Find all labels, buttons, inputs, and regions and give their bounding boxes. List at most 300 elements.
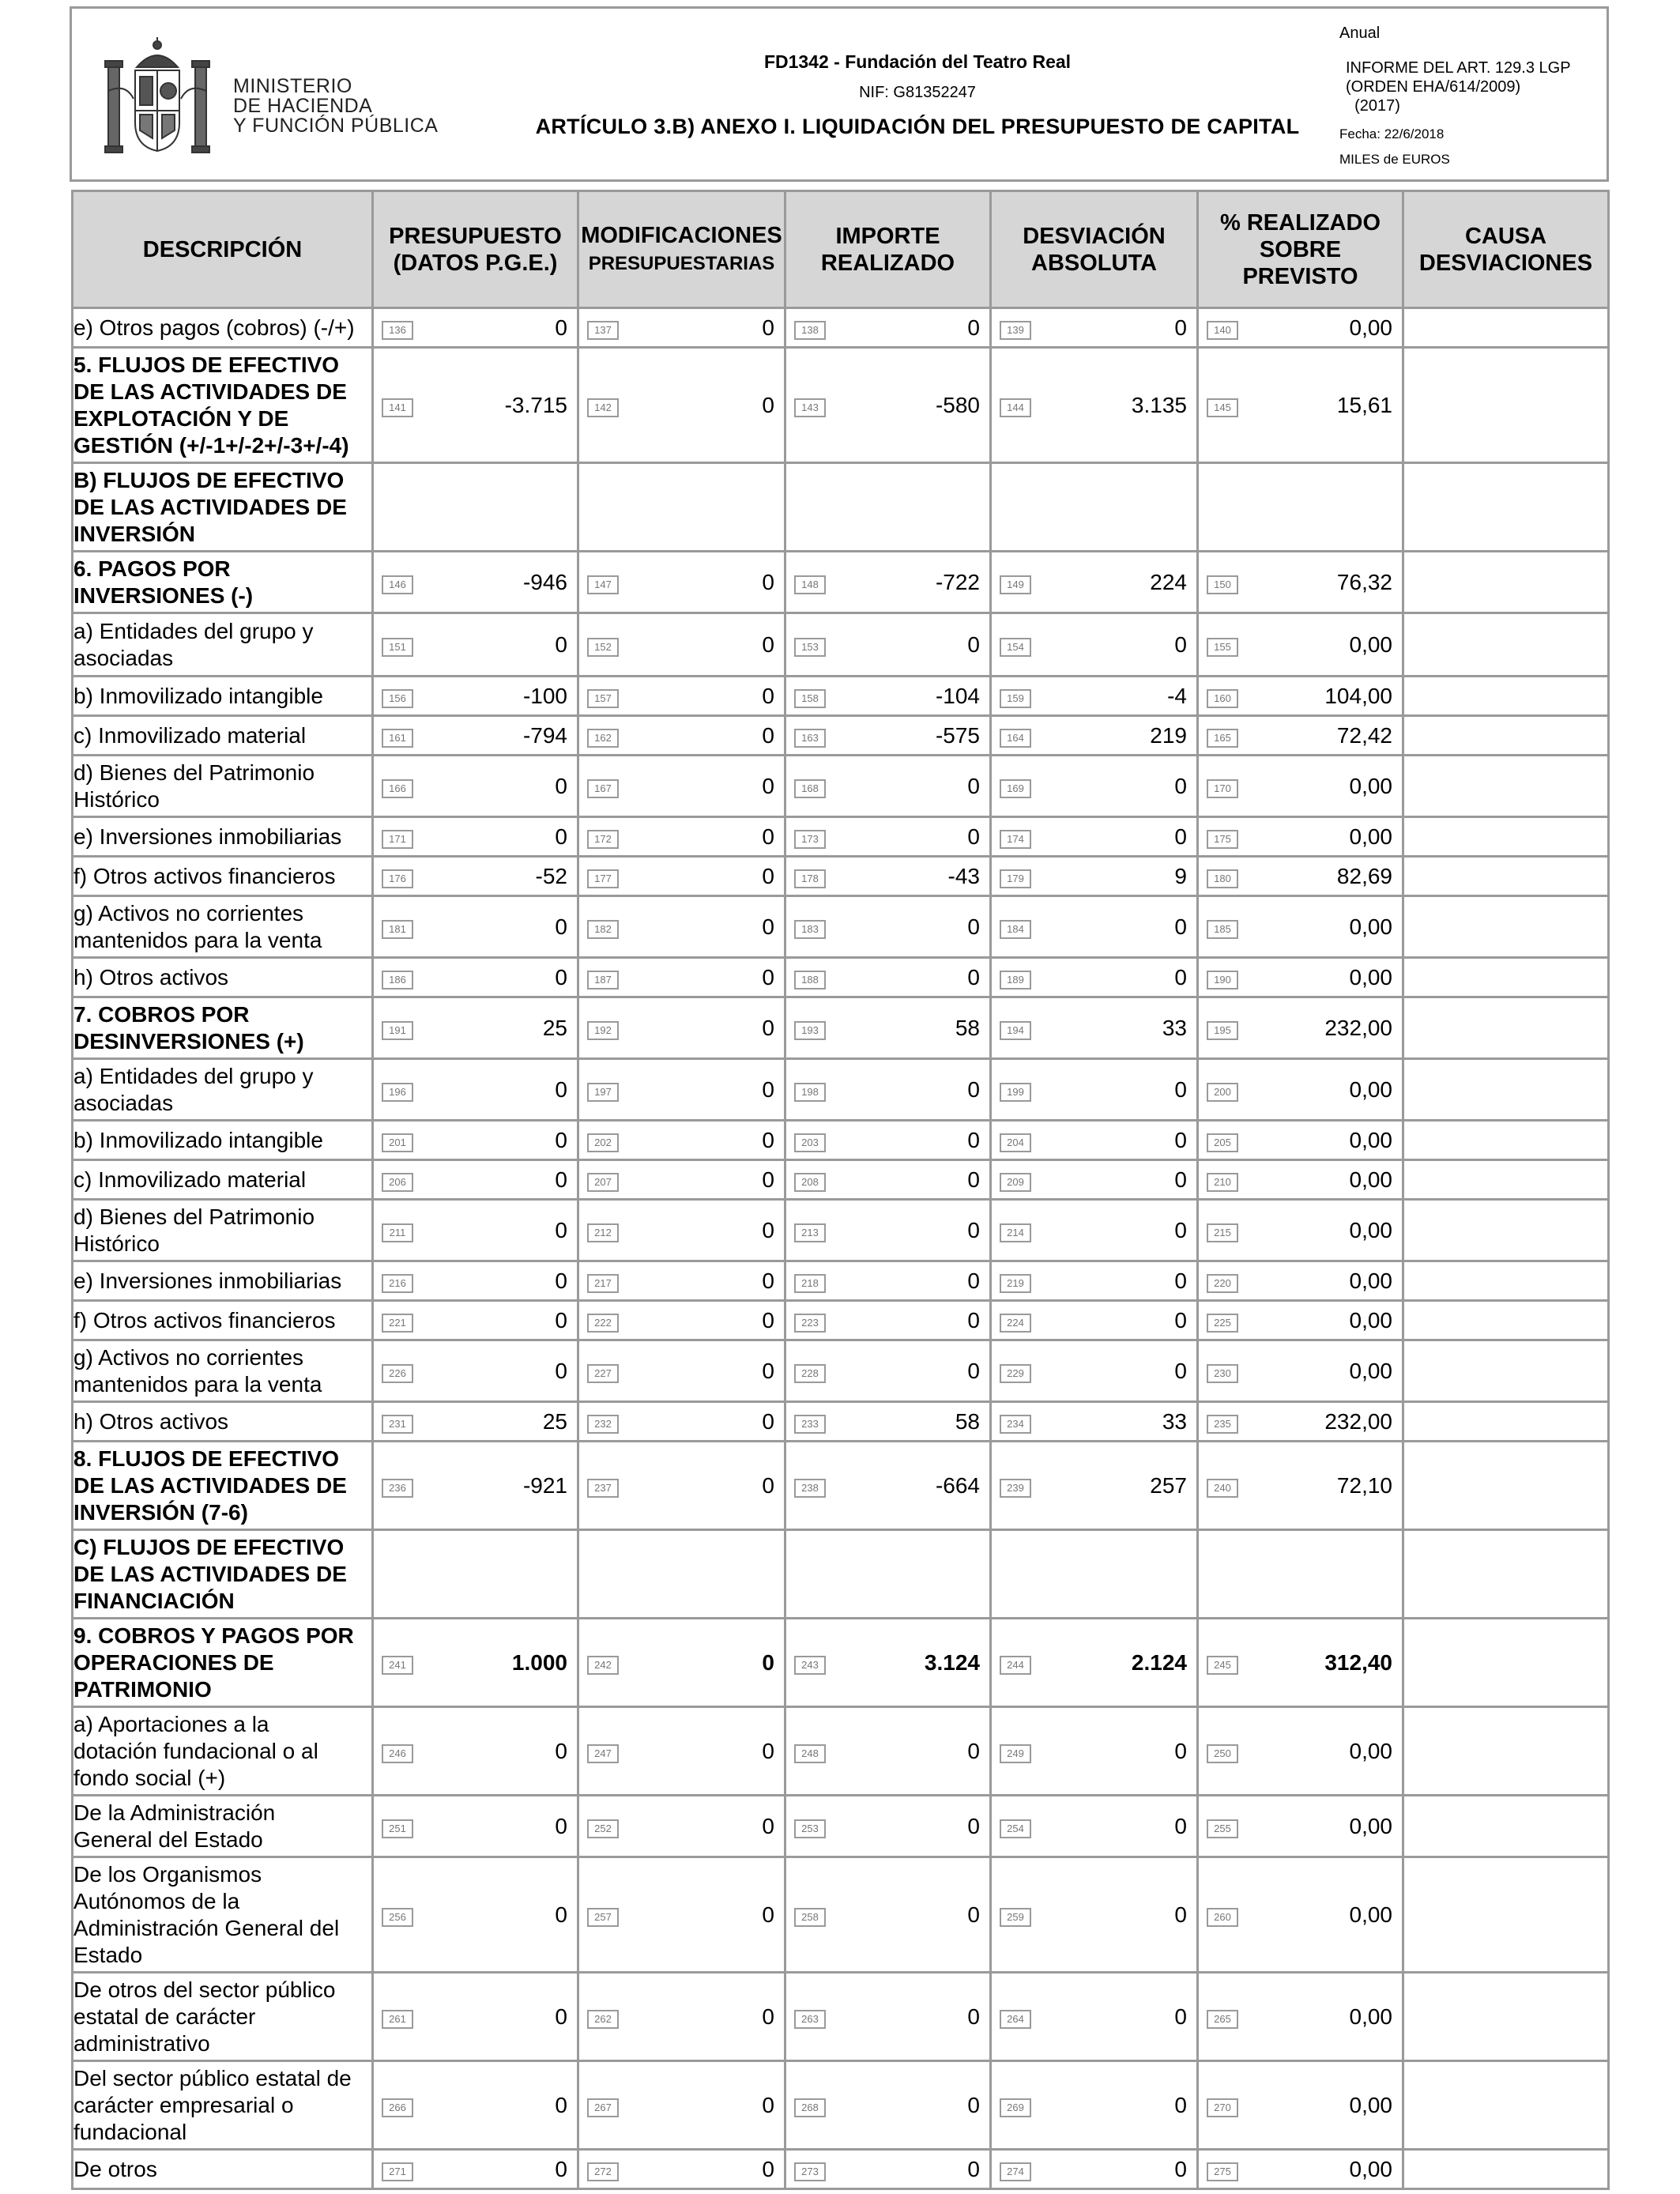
field-code-box: 260 xyxy=(1207,1908,1238,1927)
cell-modificaciones xyxy=(578,1619,785,1707)
cell-porcentaje xyxy=(1198,817,1403,857)
table-row xyxy=(73,1619,1609,1707)
field-code-box: 231 xyxy=(382,1415,413,1434)
field-code-box: 179 xyxy=(1000,869,1031,888)
field-code-box: 200 xyxy=(1207,1083,1238,1102)
field-value: 0,00 xyxy=(1349,1738,1392,1763)
field-code-box: 204 xyxy=(1000,1133,1031,1152)
field-code-box: 214 xyxy=(1000,1223,1031,1242)
field-value: 0 xyxy=(555,1307,567,1333)
field-code-box: 184 xyxy=(1000,920,1031,939)
field-code-box: 269 xyxy=(1000,2098,1031,2117)
field-code-box: 185 xyxy=(1207,920,1238,939)
table-body xyxy=(73,308,1609,2189)
field-code-box: 160 xyxy=(1207,689,1238,708)
field-code-box: 202 xyxy=(587,1133,619,1152)
field-code-box: 264 xyxy=(1000,2010,1031,2029)
table-row xyxy=(73,1160,1609,1200)
field-code-box: 273 xyxy=(794,2162,826,2181)
field-code-box: 212 xyxy=(587,1223,619,1242)
cell-desviacion xyxy=(991,308,1198,348)
field-value: 0 xyxy=(1174,2156,1187,2181)
field-code-box: 190 xyxy=(1207,971,1238,990)
row-description-line: f) Otros activos financieros xyxy=(73,1307,336,1333)
cell-causa xyxy=(1403,1121,1609,1160)
row-description-line: estatal de carácter xyxy=(73,2004,256,2029)
field-value: 0 xyxy=(967,315,980,340)
row-description xyxy=(73,857,373,896)
cell-porcentaje xyxy=(1198,756,1403,817)
table-row xyxy=(73,997,1609,1059)
cell-desviacion xyxy=(991,348,1198,463)
cell-porcentaje xyxy=(1198,1301,1403,1340)
field-code-box: 153 xyxy=(794,638,826,657)
field-code-box: 236 xyxy=(382,1479,413,1498)
cell-importe xyxy=(785,958,991,997)
cell-importe xyxy=(785,997,991,1059)
field-code-box: 162 xyxy=(587,729,619,748)
field-value: 0 xyxy=(555,1217,567,1242)
field-value: 25 xyxy=(542,1408,567,1434)
field-value: 0 xyxy=(762,1127,774,1152)
report-units: MILES de EUROS xyxy=(1339,152,1450,167)
row-description-line: g) Activos no corrientes xyxy=(73,1344,304,1370)
field-code-box: 142 xyxy=(587,398,619,417)
field-code-box: 164 xyxy=(1000,729,1031,748)
field-value: 0 xyxy=(967,1358,980,1383)
field-code-box: 147 xyxy=(587,575,619,594)
field-value: 0 xyxy=(967,964,980,990)
empty-cell xyxy=(991,463,1198,552)
report-date: Fecha: 22/6/2018 xyxy=(1339,126,1445,141)
field-value: 0 xyxy=(762,1472,774,1498)
table-row xyxy=(73,613,1609,677)
field-value: -52 xyxy=(535,863,567,888)
field-value: 0,00 xyxy=(1349,1307,1392,1333)
field-value: 33 xyxy=(1162,1408,1187,1434)
field-value: 0 xyxy=(555,824,567,849)
coat-of-arms-logo xyxy=(102,36,213,162)
table-row xyxy=(73,1402,1609,1442)
field-code-box: 227 xyxy=(587,1364,619,1383)
cell-importe xyxy=(785,613,991,677)
field-value: 0,00 xyxy=(1349,1217,1392,1242)
field-value: 0 xyxy=(1174,1167,1187,1192)
col-header-importe: IMPORTE REALIZADO xyxy=(785,191,991,308)
cell-presupuesto xyxy=(373,2150,578,2189)
cell-presupuesto xyxy=(373,1160,578,1200)
field-value: 0 xyxy=(762,683,774,708)
table-row xyxy=(73,463,1609,552)
field-code-box: 252 xyxy=(587,1819,619,1838)
field-value: 0 xyxy=(762,1408,774,1434)
field-value: 0 xyxy=(1174,1127,1187,1152)
cell-desviacion xyxy=(991,1301,1198,1340)
row-description-line: asociadas xyxy=(73,1090,174,1115)
field-code-box: 157 xyxy=(587,689,619,708)
row-description-line: INVERSIONES (-) xyxy=(73,582,254,608)
row-description-line: FINANCIACIÓN xyxy=(73,1588,235,1613)
field-value: 0 xyxy=(762,1217,774,1242)
cell-importe xyxy=(785,1340,991,1402)
row-description-line: Administración General del xyxy=(73,1915,340,1940)
field-code-box: 217 xyxy=(587,1274,619,1293)
field-value: 0 xyxy=(762,569,774,594)
table-row xyxy=(73,348,1609,463)
field-value: 0 xyxy=(555,1076,567,1102)
field-code-box: 148 xyxy=(794,575,826,594)
cell-modificaciones xyxy=(578,1857,785,1973)
table-row xyxy=(73,1796,1609,1857)
empty-cell xyxy=(373,463,578,552)
table-row xyxy=(73,1261,1609,1301)
row-description xyxy=(73,1261,373,1301)
table-row xyxy=(73,1301,1609,1340)
col-header-modificaciones: MODIFICACIONES PRESUPUESTARIAS xyxy=(578,191,785,308)
row-description xyxy=(73,463,373,552)
field-code-box: 198 xyxy=(794,1083,826,1102)
cell-presupuesto xyxy=(373,348,578,463)
field-value: 0 xyxy=(762,1649,774,1675)
cell-modificaciones xyxy=(578,308,785,348)
cell-importe xyxy=(785,817,991,857)
field-code-box: 240 xyxy=(1207,1479,1238,1498)
field-code-box: 230 xyxy=(1207,1364,1238,1383)
cell-desviacion xyxy=(991,756,1198,817)
cell-porcentaje xyxy=(1198,308,1403,348)
field-code-box: 265 xyxy=(1207,2010,1238,2029)
field-value: 0 xyxy=(762,1902,774,1927)
field-value: 0 xyxy=(1174,1358,1187,1383)
cell-presupuesto xyxy=(373,756,578,817)
field-code-box: 262 xyxy=(587,2010,619,2029)
table-row xyxy=(73,677,1609,716)
cell-porcentaje xyxy=(1198,613,1403,677)
field-code-box: 271 xyxy=(382,2162,413,2181)
cell-modificaciones xyxy=(578,1707,785,1796)
cell-porcentaje xyxy=(1198,2061,1403,2150)
field-value: 0 xyxy=(762,773,774,798)
table-row xyxy=(73,1707,1609,1796)
field-code-box: 174 xyxy=(1000,830,1031,849)
row-description-line: 6. PAGOS POR xyxy=(73,556,231,581)
field-code-box: 239 xyxy=(1000,1479,1031,1498)
cell-desviacion xyxy=(991,896,1198,958)
report-header xyxy=(70,6,1609,182)
field-value: 0,00 xyxy=(1349,1902,1392,1927)
field-code-box: 196 xyxy=(382,1083,413,1102)
cell-porcentaje xyxy=(1198,716,1403,756)
field-value: 232,00 xyxy=(1324,1408,1392,1434)
field-code-box: 166 xyxy=(382,779,413,798)
table-row xyxy=(73,1973,1609,2061)
field-value: 0 xyxy=(967,1738,980,1763)
field-code-box: 194 xyxy=(1000,1021,1031,1040)
field-value: -575 xyxy=(935,722,980,748)
field-value: 0 xyxy=(967,914,980,939)
field-code-box: 180 xyxy=(1207,869,1238,888)
field-value: 82,69 xyxy=(1336,863,1392,888)
row-description-line: mantenidos para la venta xyxy=(73,1371,322,1397)
field-code-box: 145 xyxy=(1207,398,1238,417)
row-description-line: De otros del sector público xyxy=(73,1977,336,2002)
row-description xyxy=(73,1973,373,2061)
cell-desviacion xyxy=(991,552,1198,613)
field-value: 0 xyxy=(1174,824,1187,849)
cell-modificaciones xyxy=(578,1796,785,1857)
field-code-box: 242 xyxy=(587,1656,619,1675)
field-code-box: 141 xyxy=(382,398,413,417)
field-code-box: 175 xyxy=(1207,830,1238,849)
field-code-box: 197 xyxy=(587,1083,619,1102)
field-code-box: 272 xyxy=(587,2162,619,2181)
field-code-box: 176 xyxy=(382,869,413,888)
row-description-line: Histórico xyxy=(73,1231,160,1256)
row-description-line: e) Otros pagos (cobros) (-/+) xyxy=(73,315,355,340)
empty-cell xyxy=(785,1530,991,1619)
row-description-line: OPERACIONES DE xyxy=(73,1649,274,1675)
field-code-box: 172 xyxy=(587,830,619,849)
col-header-causa: CAUSA DESVIACIONES xyxy=(1403,191,1609,308)
field-value: 0 xyxy=(967,1268,980,1293)
field-code-box: 167 xyxy=(587,779,619,798)
cell-porcentaje xyxy=(1198,896,1403,958)
entity-nif: NIF: G81352247 xyxy=(859,84,976,101)
row-description-line: asociadas xyxy=(73,645,174,670)
field-value: 0 xyxy=(1174,315,1187,340)
cell-presupuesto xyxy=(373,1121,578,1160)
cell-importe xyxy=(785,1857,991,1973)
field-code-box: 193 xyxy=(794,1021,826,1040)
row-description xyxy=(73,1301,373,1340)
field-code-box: 275 xyxy=(1207,2162,1238,2181)
table-row xyxy=(73,716,1609,756)
field-value: 15,61 xyxy=(1336,392,1392,417)
row-description xyxy=(73,1059,373,1121)
report-period: Anual xyxy=(1339,25,1381,42)
field-code-box: 155 xyxy=(1207,638,1238,657)
field-value: 0 xyxy=(555,315,567,340)
cell-causa xyxy=(1403,1707,1609,1796)
cell-modificaciones xyxy=(578,997,785,1059)
field-code-box: 158 xyxy=(794,689,826,708)
row-description-line: C) FLUJOS DE EFECTIVO xyxy=(73,1534,345,1559)
row-description-line: dotación fundacional o al xyxy=(73,1738,318,1763)
row-description-line: c) Inmovilizado material xyxy=(73,722,307,748)
row-description xyxy=(73,1160,373,1200)
field-value: 0 xyxy=(555,773,567,798)
field-code-box: 225 xyxy=(1207,1314,1238,1333)
cell-porcentaje xyxy=(1198,1340,1403,1402)
field-code-box: 218 xyxy=(794,1274,826,1293)
field-value: 0 xyxy=(555,2092,567,2117)
cell-causa xyxy=(1403,1530,1609,1619)
report-info-block xyxy=(1339,25,1608,168)
cell-causa xyxy=(1403,2150,1609,2189)
field-value: -3.715 xyxy=(504,392,567,417)
col-header-presupuesto: PRESUPUESTO (DATOS P.G.E.) xyxy=(373,191,578,308)
field-value: 0 xyxy=(967,631,980,657)
field-code-box: 216 xyxy=(382,1274,413,1293)
cell-causa xyxy=(1403,958,1609,997)
cell-porcentaje xyxy=(1198,2150,1403,2189)
field-code-box: 251 xyxy=(382,1819,413,1838)
field-value: 0,00 xyxy=(1349,914,1392,939)
row-description-line: h) Otros activos xyxy=(73,1408,229,1434)
field-value: 0 xyxy=(762,722,774,748)
cell-modificaciones xyxy=(578,1121,785,1160)
field-code-box: 140 xyxy=(1207,321,1238,340)
field-value: 0 xyxy=(555,2004,567,2029)
cell-causa xyxy=(1403,677,1609,716)
row-description-line: fundacional xyxy=(73,2119,187,2144)
row-description xyxy=(73,1200,373,1261)
cell-causa xyxy=(1403,308,1609,348)
field-code-box: 220 xyxy=(1207,1274,1238,1293)
cell-causa xyxy=(1403,857,1609,896)
field-value: 0 xyxy=(1174,1076,1187,1102)
cell-causa xyxy=(1403,1261,1609,1301)
empty-cell xyxy=(1198,1530,1403,1619)
cell-modificaciones xyxy=(578,2061,785,2150)
field-value: 0 xyxy=(762,1307,774,1333)
field-code-box: 150 xyxy=(1207,575,1238,594)
field-value: 2.124 xyxy=(1131,1649,1187,1675)
cell-modificaciones xyxy=(578,1200,785,1261)
field-code-box: 161 xyxy=(382,729,413,748)
field-value: 0 xyxy=(555,1358,567,1383)
field-value: -722 xyxy=(935,569,980,594)
cell-importe xyxy=(785,716,991,756)
field-value: 0,00 xyxy=(1349,964,1392,990)
field-code-box: 234 xyxy=(1000,1415,1031,1434)
row-description xyxy=(73,1857,373,1973)
field-code-box: 250 xyxy=(1207,1744,1238,1763)
field-value: 58 xyxy=(955,1015,980,1040)
row-description-line: INVERSIÓN (7-6) xyxy=(73,1499,248,1525)
field-code-box: 254 xyxy=(1000,1819,1031,1838)
cell-desviacion xyxy=(991,1707,1198,1796)
cell-desviacion xyxy=(991,1200,1198,1261)
cell-modificaciones xyxy=(578,677,785,716)
field-code-box: 152 xyxy=(587,638,619,657)
field-code-box: 189 xyxy=(1000,971,1031,990)
row-description-line: Estado xyxy=(73,1942,143,1967)
cell-modificaciones xyxy=(578,857,785,896)
field-value: 0 xyxy=(762,315,774,340)
table-row xyxy=(73,1530,1609,1619)
cell-causa xyxy=(1403,1796,1609,1857)
cell-importe xyxy=(785,1261,991,1301)
field-value: 0 xyxy=(762,1268,774,1293)
row-description-line: 7. COBROS POR xyxy=(73,1001,250,1027)
cell-importe xyxy=(785,308,991,348)
field-value: 0 xyxy=(1174,631,1187,657)
field-code-box: 243 xyxy=(794,1656,826,1675)
row-description-line: b) Inmovilizado intangible xyxy=(73,1127,323,1152)
field-value: 224 xyxy=(1150,569,1187,594)
cell-presupuesto xyxy=(373,958,578,997)
cell-modificaciones xyxy=(578,1402,785,1442)
field-value: 232,00 xyxy=(1324,1015,1392,1040)
report-title-block xyxy=(483,51,1352,139)
field-value: 0 xyxy=(555,631,567,657)
cell-causa xyxy=(1403,2061,1609,2150)
field-code-box: 203 xyxy=(794,1133,826,1152)
row-description xyxy=(73,1442,373,1530)
field-value: 0 xyxy=(762,863,774,888)
field-value: 0 xyxy=(555,2156,567,2181)
cell-porcentaje xyxy=(1198,552,1403,613)
table-row xyxy=(73,1059,1609,1121)
field-value: 0,00 xyxy=(1349,1076,1392,1102)
row-description-line: Histórico xyxy=(73,786,160,812)
cell-causa xyxy=(1403,716,1609,756)
cell-causa xyxy=(1403,552,1609,613)
field-value: 0 xyxy=(1174,2004,1187,2029)
row-description-line: B) FLUJOS DE EFECTIVO xyxy=(73,467,345,492)
field-code-box: 228 xyxy=(794,1364,826,1383)
capital-budget-table xyxy=(71,190,1610,2190)
field-code-box: 143 xyxy=(794,398,826,417)
row-description-line: 9. COBROS Y PAGOS POR xyxy=(73,1623,354,1648)
field-code-box: 163 xyxy=(794,729,826,748)
cell-porcentaje xyxy=(1198,1707,1403,1796)
cell-porcentaje xyxy=(1198,1200,1403,1261)
field-value: 0,00 xyxy=(1349,773,1392,798)
field-code-box: 266 xyxy=(382,2098,413,2117)
cell-presupuesto xyxy=(373,1402,578,1442)
row-description-line: EXPLOTACIÓN Y DE xyxy=(73,405,289,431)
table-row xyxy=(73,896,1609,958)
cell-causa xyxy=(1403,1160,1609,1200)
field-value: 58 xyxy=(955,1408,980,1434)
field-value: 0 xyxy=(762,824,774,849)
cell-desviacion xyxy=(991,958,1198,997)
field-value: 257 xyxy=(1150,1472,1187,1498)
field-code-box: 226 xyxy=(382,1364,413,1383)
cell-causa xyxy=(1403,463,1609,552)
field-value: -4 xyxy=(1167,683,1187,708)
field-value: -104 xyxy=(935,683,980,708)
cell-modificaciones xyxy=(578,1973,785,2061)
cell-porcentaje xyxy=(1198,348,1403,463)
field-code-box: 249 xyxy=(1000,1744,1031,1763)
field-value: 76,32 xyxy=(1336,569,1392,594)
cell-desviacion xyxy=(991,1340,1198,1402)
field-code-box: 270 xyxy=(1207,2098,1238,2117)
field-value: 0 xyxy=(967,2092,980,2117)
field-value: 0 xyxy=(762,1813,774,1838)
field-value: -946 xyxy=(522,569,567,594)
field-value: 0 xyxy=(762,2004,774,2029)
field-value: 0 xyxy=(762,2156,774,2181)
field-value: 0 xyxy=(762,1167,774,1192)
cell-importe xyxy=(785,1200,991,1261)
row-description-line: General del Estado xyxy=(73,1826,263,1852)
cell-importe xyxy=(785,1973,991,2061)
cell-modificaciones xyxy=(578,1340,785,1402)
field-code-box: 138 xyxy=(794,321,826,340)
row-description xyxy=(73,997,373,1059)
row-description xyxy=(73,677,373,716)
row-description-line: c) Inmovilizado material xyxy=(73,1167,307,1192)
row-description xyxy=(73,2150,373,2189)
field-value: 0 xyxy=(1174,1813,1187,1838)
cell-porcentaje xyxy=(1198,1973,1403,2061)
field-code-box: 241 xyxy=(382,1656,413,1675)
row-description xyxy=(73,756,373,817)
